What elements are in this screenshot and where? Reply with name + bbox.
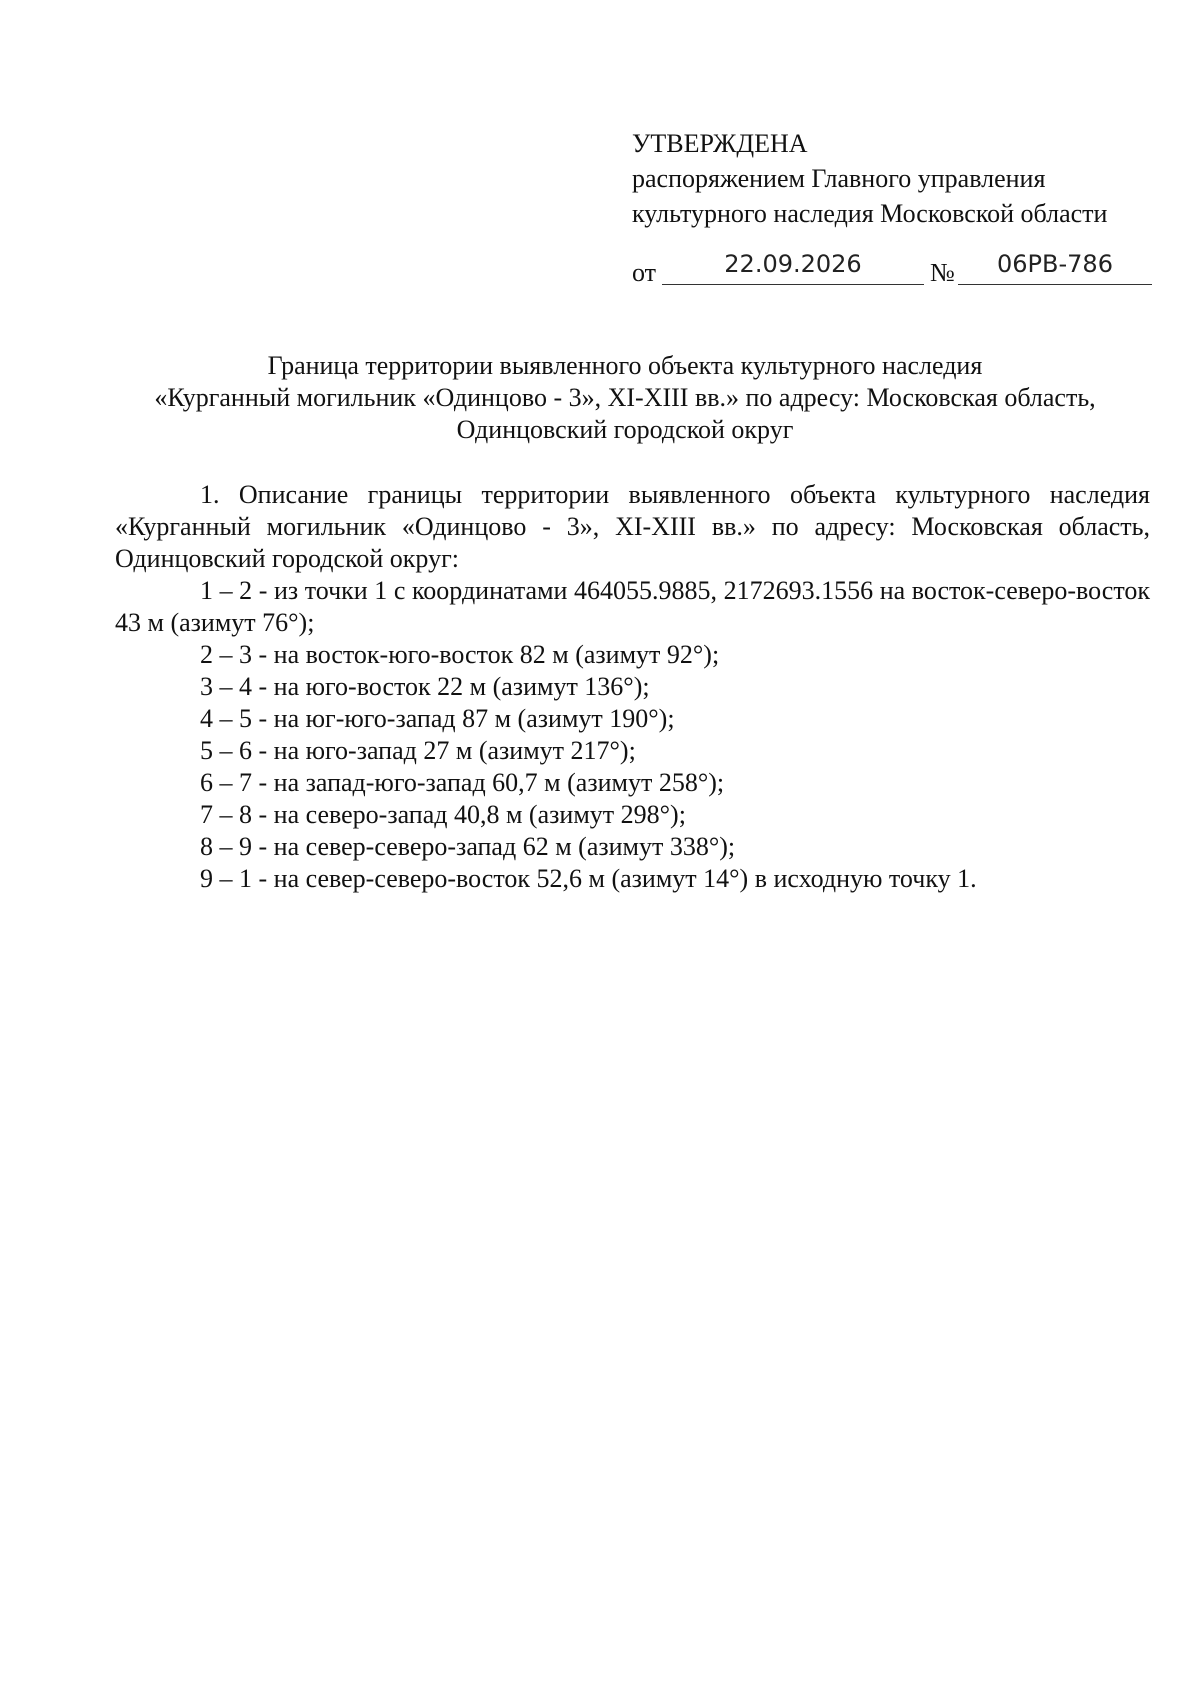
segment-list bbox=[115, 575, 1150, 895]
number-label: № bbox=[930, 258, 955, 287]
title-line-1: Граница территории выявленного объекта культурного наследия bbox=[267, 351, 983, 380]
order-number: 06РВ-786 bbox=[958, 248, 1152, 285]
title-line-3: Одинцовский городской округ bbox=[456, 415, 794, 444]
segment-item: 1 – 2 - из точки 1 с координатами 464055.9885, 2172693.1556 на восток-северо-восток 43 м (азимут 76°); bbox=[115, 576, 1150, 637]
boundary-description bbox=[115, 479, 1150, 895]
document-title bbox=[100, 350, 1150, 446]
title-line-2: «Курганный могильник «Одинцово - 3», XI-XIII вв.» по адресу: Московская область, bbox=[154, 383, 1096, 412]
segment-item: 4 – 5 - на юг-юго-запад 87 м (азимут 190°); bbox=[200, 704, 675, 733]
segment-item: 6 – 7 - на запад-юго-запад 60,7 м (азимут 258°); bbox=[200, 768, 725, 797]
approval-line-1: распоряжением Главного управления bbox=[632, 164, 1046, 193]
segment-item: 7 – 8 - на северо-запад 40,8 м (азимут 298°); bbox=[200, 800, 686, 829]
approval-heading: УТВЕРЖДЕНА bbox=[632, 129, 808, 158]
description-intro: 1. Описание границы территории выявленного объекта культурного наследия «Курганный могильник «Одинцово - 3», XI-XIII вв.» по адресу: Московская область, Одинцовский городской округ: bbox=[115, 480, 1150, 573]
segment-item: 3 – 4 - на юго-восток 22 м (азимут 136°); bbox=[200, 672, 650, 701]
segment-item: 2 – 3 - на восток-юго-восток 82 м (азимут 92°); bbox=[200, 640, 720, 669]
approval-block bbox=[632, 126, 1152, 231]
order-date: 22.09.2026 bbox=[662, 248, 924, 285]
date-label: от bbox=[632, 258, 657, 287]
order-reference bbox=[632, 248, 1152, 288]
approval-line-2: культурного наследия Московской области bbox=[632, 199, 1108, 228]
segment-item: 9 – 1 - на север-северо-восток 52,6 м (азимут 14°) в исходную точку 1. bbox=[200, 864, 977, 893]
segment-item: 8 – 9 - на север-северо-запад 62 м (азимут 338°); bbox=[200, 832, 736, 861]
segment-item: 5 – 6 - на юго-запад 27 м (азимут 217°); bbox=[200, 736, 636, 765]
